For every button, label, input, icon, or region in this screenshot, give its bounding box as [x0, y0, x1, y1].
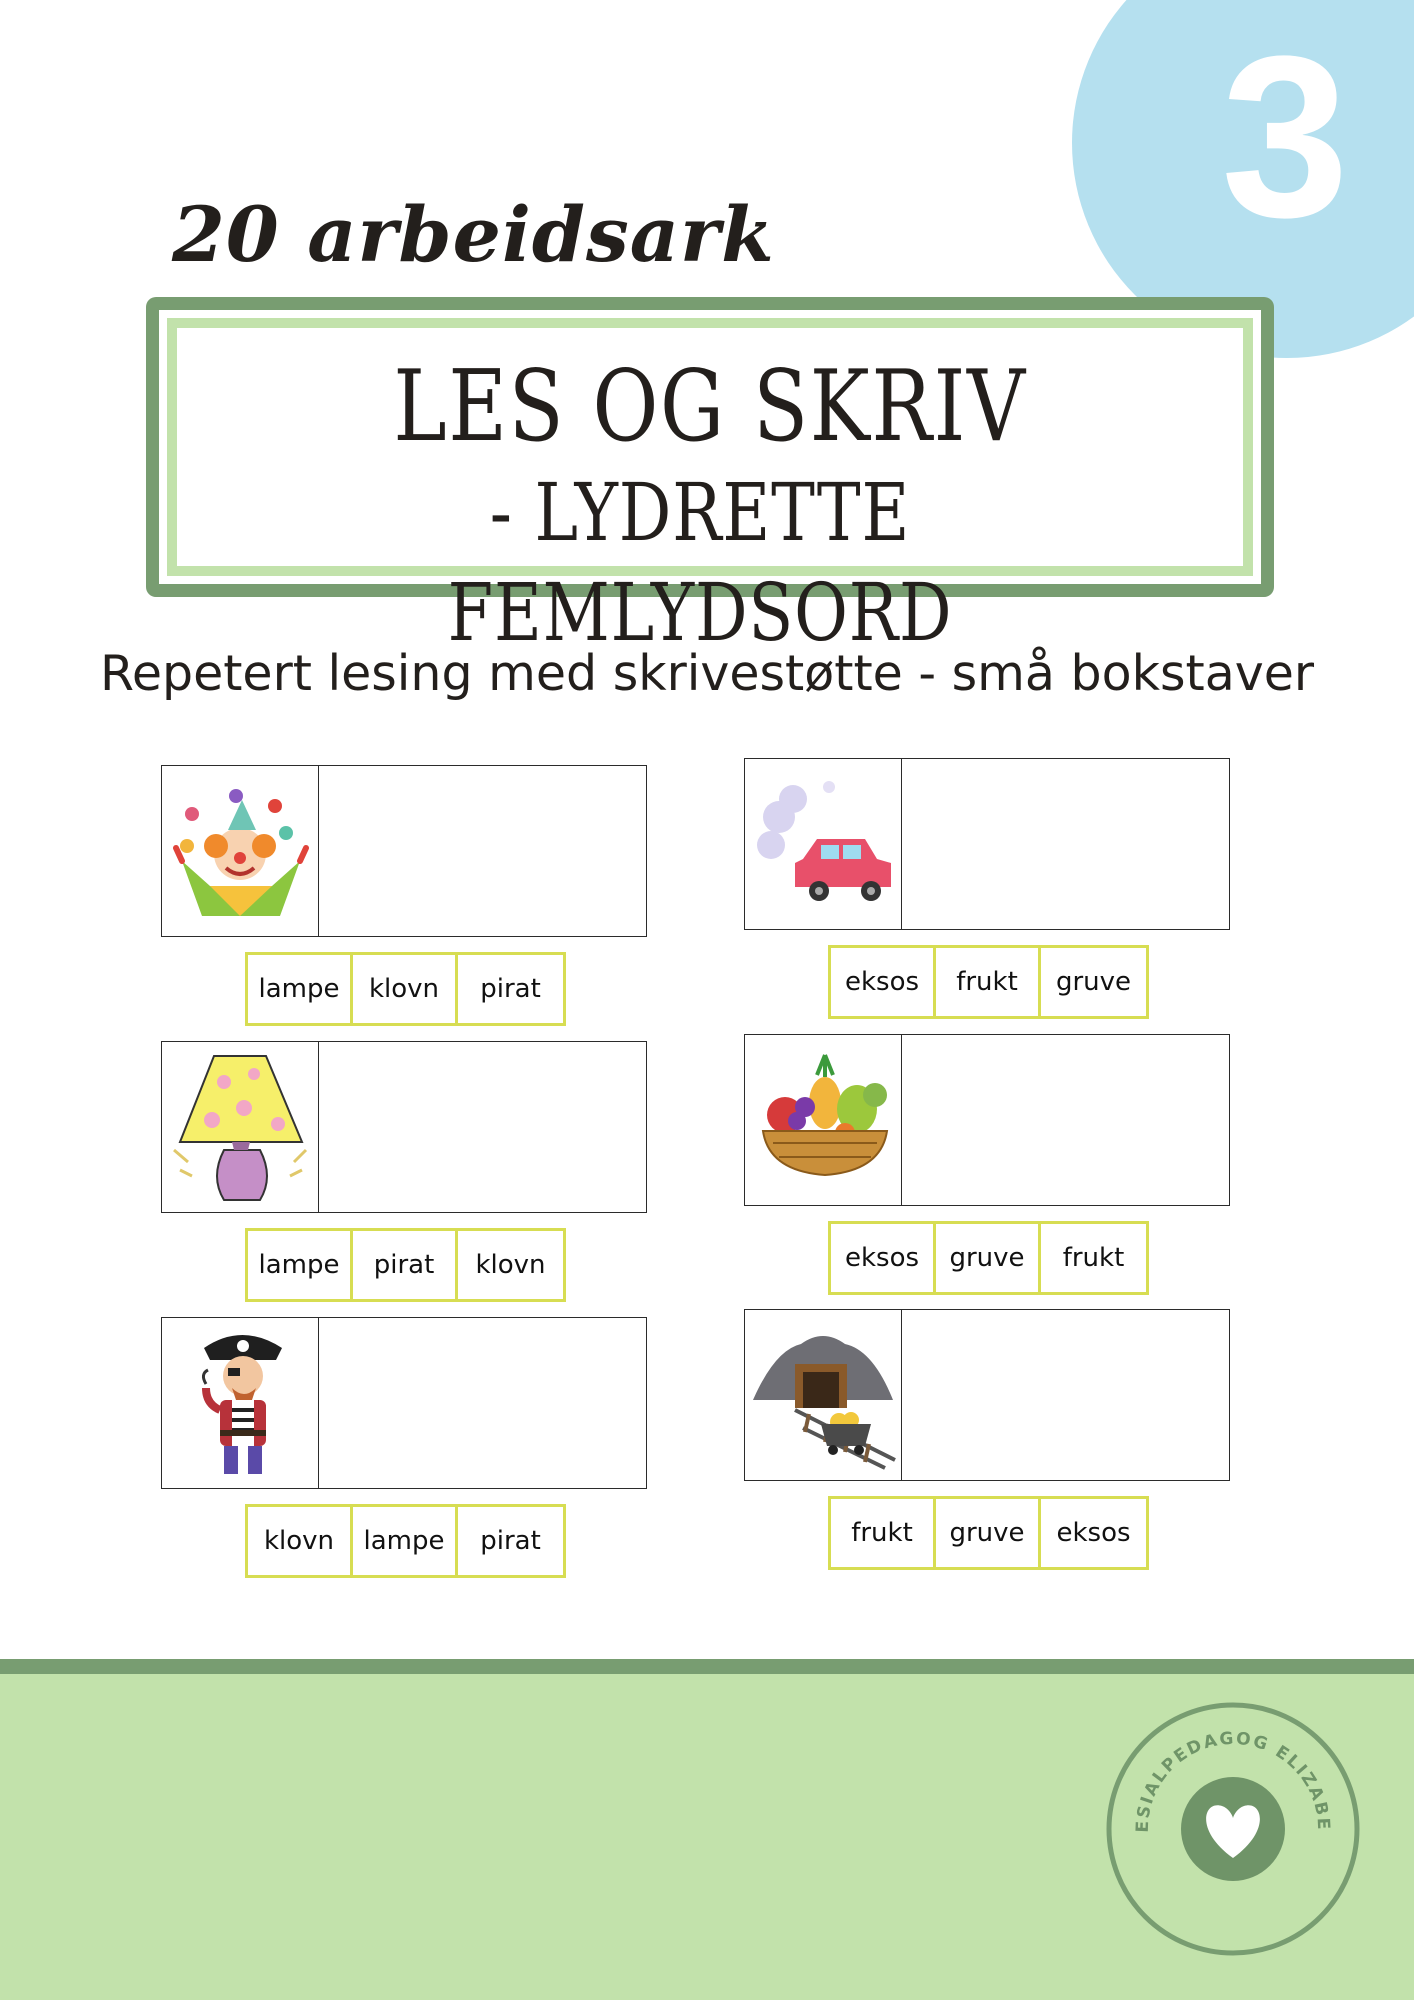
- write-area[interactable]: [902, 1035, 1229, 1205]
- clown-icon: [162, 766, 319, 936]
- word-choices: [245, 1228, 566, 1302]
- word-choice[interactable]: lampe: [248, 955, 353, 1023]
- word-choice[interactable]: eksos: [1056, 1518, 1131, 1548]
- word-choice[interactable]: klovn: [475, 1250, 546, 1280]
- word-choice[interactable]: lampe: [248, 1231, 353, 1299]
- task-box: [744, 758, 1230, 930]
- write-area[interactable]: [319, 1042, 646, 1212]
- task-box: [744, 1309, 1230, 1481]
- pirate-icon: [162, 1318, 319, 1488]
- car-picture: [745, 759, 902, 929]
- logo-text: ESIALPEDAGOG ELIZABE: [1132, 1728, 1334, 1833]
- lamp-picture: [162, 1042, 319, 1212]
- write-area[interactable]: [319, 1318, 646, 1488]
- fruit-picture: [745, 1035, 902, 1205]
- brand-logo: [1104, 1700, 1362, 1958]
- write-area[interactable]: [902, 1310, 1229, 1480]
- sheet-number: 3: [1221, 8, 1349, 265]
- word-choice[interactable]: pirat: [480, 1526, 541, 1556]
- write-area[interactable]: [319, 766, 646, 936]
- word-choice[interactable]: gruve: [1055, 967, 1132, 997]
- word-choice[interactable]: pirat: [480, 974, 541, 1004]
- word-choices: [245, 952, 566, 1026]
- word-choices: [828, 945, 1149, 1019]
- fruit-basket-icon: [745, 1035, 902, 1205]
- word-choice[interactable]: frukt: [831, 1499, 936, 1567]
- word-choice[interactable]: gruve: [936, 1499, 1041, 1567]
- word-choices: [828, 1221, 1149, 1295]
- word-choice[interactable]: gruve: [936, 1224, 1041, 1292]
- instruction-text: Repetert lesing med skrivestøtte - små bokstaver: [99, 645, 1315, 702]
- word-choice[interactable]: frukt: [1062, 1243, 1125, 1273]
- task-box: [161, 1317, 647, 1489]
- task-box: [161, 1041, 647, 1213]
- word-choices: [828, 1496, 1149, 1570]
- lamp-icon: [162, 1042, 319, 1212]
- write-area[interactable]: [902, 759, 1229, 929]
- mine-picture: [745, 1310, 902, 1480]
- task-box: [744, 1034, 1230, 1206]
- word-choice[interactable]: lampe: [353, 1507, 458, 1575]
- word-choice[interactable]: eksos: [831, 948, 936, 1016]
- task-box: [161, 765, 647, 937]
- worksheet-count: 20 arbeidsark: [172, 190, 775, 279]
- title-frame-inner: [167, 318, 1253, 659]
- mine-cart-icon: [745, 1310, 902, 1480]
- word-choice[interactable]: klovn: [248, 1507, 353, 1575]
- word-choice[interactable]: pirat: [353, 1231, 458, 1299]
- title-frame: [146, 297, 1274, 659]
- word-choice[interactable]: eksos: [831, 1224, 936, 1292]
- word-choice[interactable]: klovn: [353, 955, 458, 1023]
- car-exhaust-icon: [745, 759, 902, 929]
- word-choice[interactable]: frukt: [936, 948, 1041, 1016]
- footer-divider: [0, 1659, 1414, 1674]
- page-subtitle: - LYDRETTE FEMLYDSORD: [447, 466, 953, 659]
- page-title: LES OG SKRIV: [393, 350, 1027, 464]
- word-choices: [245, 1504, 566, 1578]
- clown-picture: [162, 766, 319, 936]
- pirate-picture: [162, 1318, 319, 1488]
